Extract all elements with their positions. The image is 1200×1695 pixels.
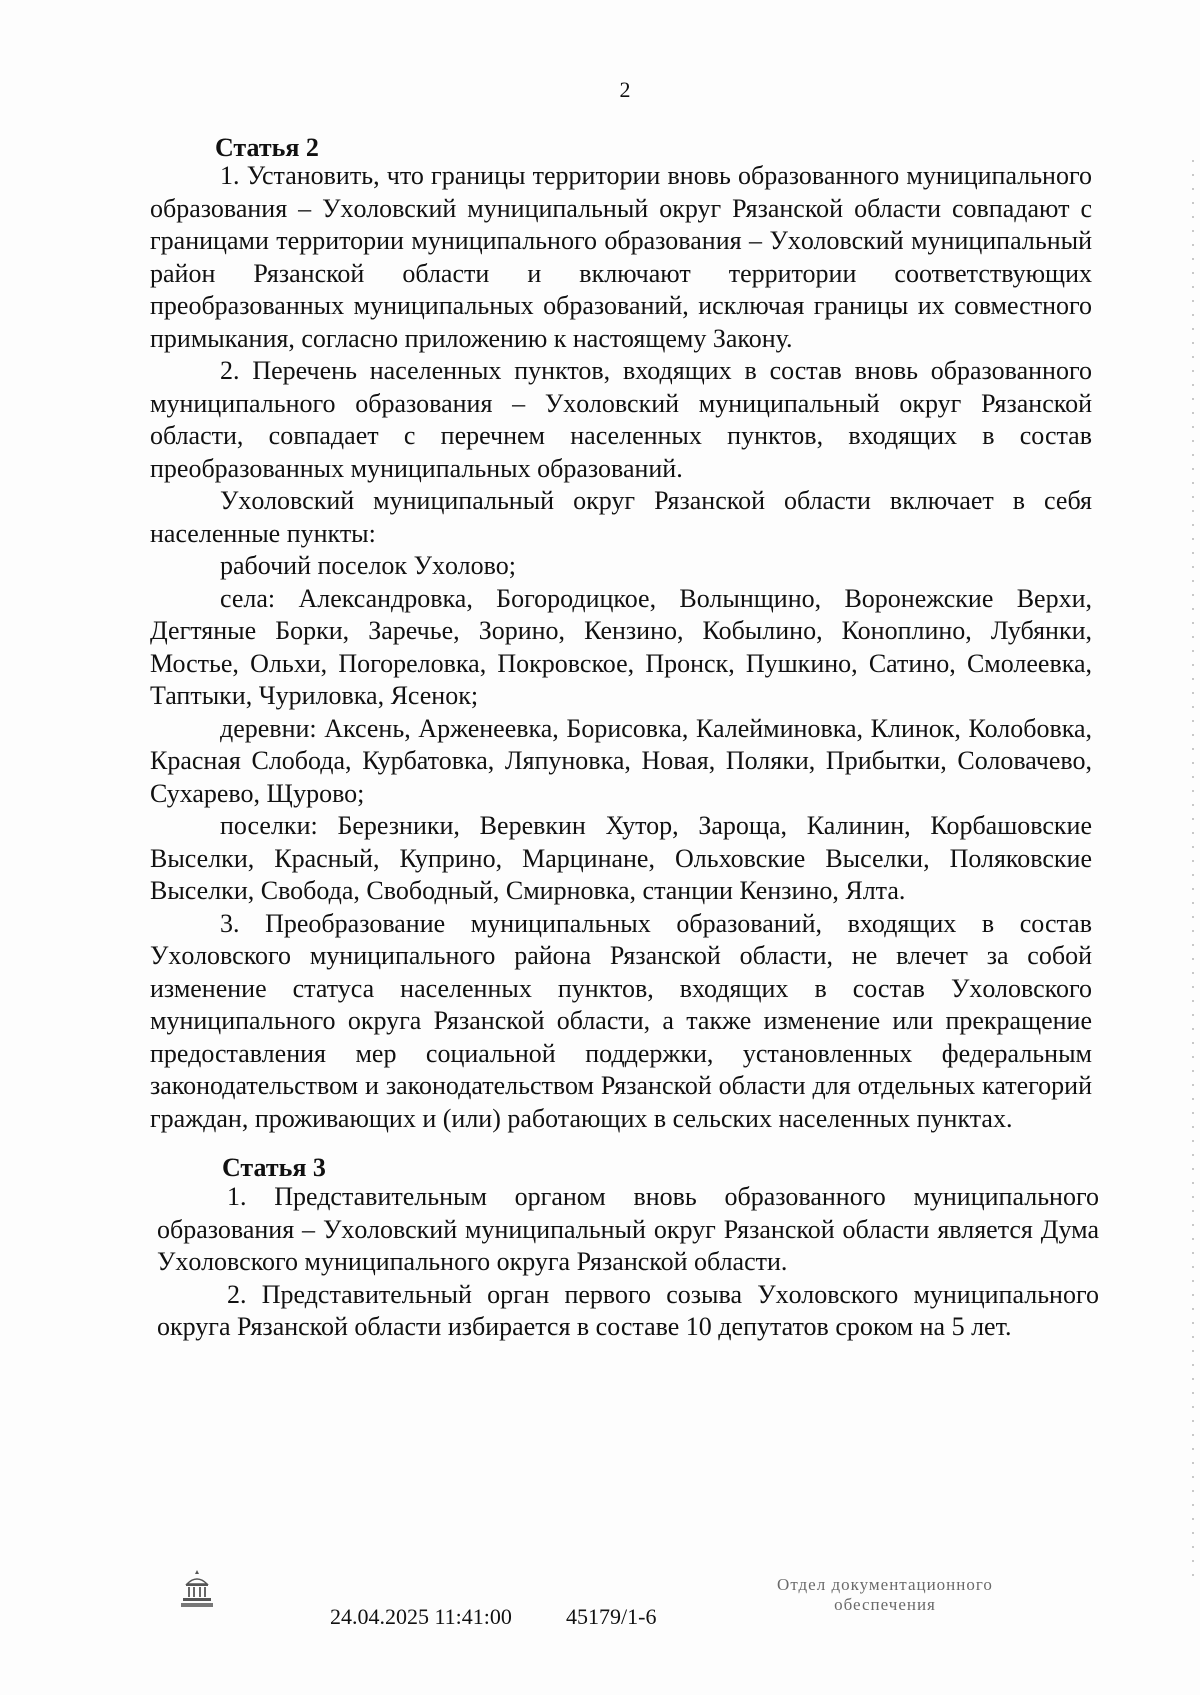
settlement-worker-village: рабочий поселок Уxолово; (220, 551, 516, 580)
article-2-body (150, 160, 1092, 1135)
duma-logo-icon (178, 1568, 216, 1610)
stamp-line-2: обеспечения (834, 1595, 936, 1614)
settlement-villages-list: села: Александровка, Богородицкое, Волынщино, Воронежские Верхи, Дегтяные Борки, Заречье, Зорино, Кензино, Кобылино, Коноплино, Лубянки, Мостье, Ольхи, Погореловка, Покровское, Пронск, Пушкино, Сатино, Смолеевка, Таптыки, Чуриловка, Ясенок; (150, 583, 1092, 710)
settlement-settlements-list: поселки: Березники, Веревкин Хутор, Зароща, Калинин, Корбашовские Выселки, Красный, Куприно, Марцинане, Ольховские Выселки, Поляковские Выселки, Свобода, Свободный, Смирновка, станции Кензино, Ялта. (150, 811, 1092, 905)
article-2-paragraph-1: 1. Установить, что границы территории вновь образованного муниципального образования – Уxоловский муниципальный округ Рязанской области совпадают с границами территории муниципального образования – Уxоловский муниципальный район Рязанской области и включают территории соответствующих преобразованных муниципальных образований, исключая границы их совместного примыкания, согласно приложению к настоящему Закону. (150, 161, 1092, 353)
footer-document-number: 45179/1-6 (566, 1604, 657, 1629)
settlement-hamlets-list: деревни: Аксень, Арженеевка, Борисовка, Калейминовка, Клинок, Колобовка, Красная Слобода, Курбатовка, Ляпуновка, Новая, Поляки, Прибытки, Соловачево, Сухарево, Щурово; (150, 713, 1092, 808)
article-2-settlements-intro: Уxоловский муниципальный округ Рязанской области включает в себя населенные пункты: (150, 486, 1092, 548)
stamp-line-1: Отдел документационного (777, 1575, 993, 1594)
article-3-paragraph-2: 2. Представительный орган первого созыва Уxоловского муниципального округа Рязанской области избирается в составе 10 депутатов сроком на 5 лет. (157, 1279, 1099, 1341)
article-2-title: Статья 2 (215, 133, 319, 162)
scan-margin-marks (1192, 160, 1194, 1580)
article-2-paragraph-2: 2. Перечень населенных пунктов, входящих в состав вновь образованного муниципального образования – Уxоловский муниципальный округ Рязанской области, совпадает с перечнем населенных пунктов, входящих в состав преобразованных муниципальных образований. (150, 356, 1092, 483)
article-2-paragraph-3: 3. Преобразование муниципальных образований, входящих в состав Уxоловского муниципального района Рязанской области, не влечет за собой изменение статуса населенных пунктов, входящих в состав Уxоловского муниципального округа Рязанской области, а также изменение или прекращение предоставления мер социальной поддержки, установленных федеральным законодательством и законодательством Рязанской области для отдельных категорий граждан, проживающих и (или) работающих в сельских населенных пунктах. (150, 908, 1092, 1133)
article-3-paragraph-1: 1. Представительным органом вновь образованного муниципального образования – Уxоловский муниципальный округ Рязанской области является Дума Уxоловского муниципального округа Рязанской области. (157, 1182, 1099, 1276)
article-3-title: Статья 3 (222, 1153, 326, 1182)
department-stamp (740, 1575, 1030, 1615)
page-number: 2 (619, 77, 631, 102)
article-3-body (157, 1181, 1099, 1344)
footer-datetime: 24.04.2025 11:41:00 (330, 1604, 512, 1629)
